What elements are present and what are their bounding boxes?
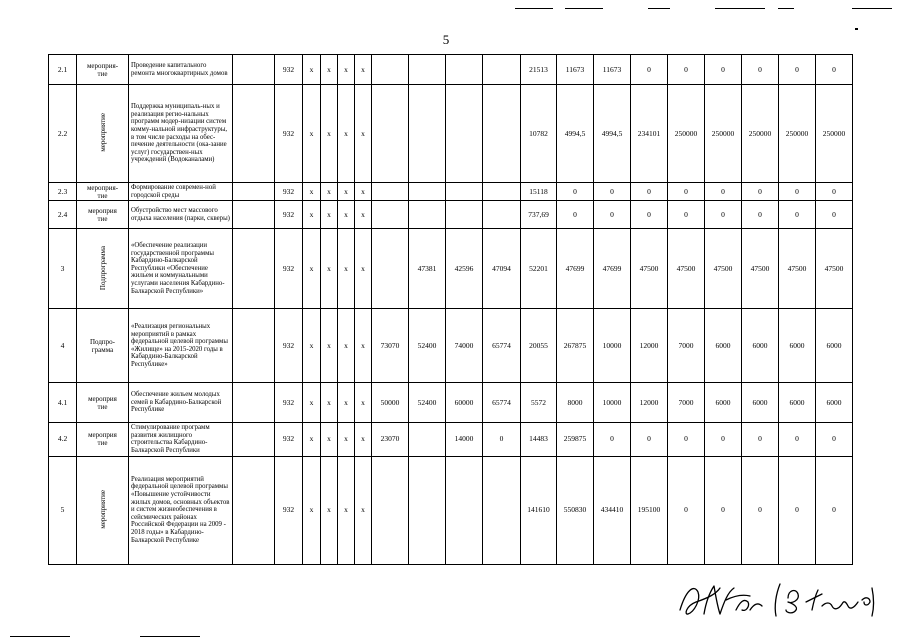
row-value xyxy=(446,85,483,183)
row-value: 12000 xyxy=(631,309,668,383)
table-row xyxy=(49,309,853,383)
row-type: мероприя тие xyxy=(77,383,129,423)
row-value xyxy=(483,55,521,85)
row-value: 0 xyxy=(631,201,668,229)
row-type: мероприя- тие xyxy=(77,183,129,201)
row-x-mark: х xyxy=(303,309,321,383)
row-x-mark: х xyxy=(355,85,372,183)
row-x-mark: х xyxy=(355,183,372,201)
row-x-mark: х xyxy=(321,55,338,85)
row-type-vertical-label: Подпрограмма xyxy=(98,245,107,290)
row-type: мероприя тие xyxy=(77,201,129,229)
row-description: Поддержка муниципаль-ных и реализация регио-нальных программ модер-низации систем комму-нальной инфраструктуры, в том числе расходы на обес-печение деятельности (ока-зание услуг) государствен-ных учреждений (Водоканалами) xyxy=(129,85,233,183)
row-value: 15118 xyxy=(521,183,557,201)
row-value: 0 xyxy=(742,183,779,201)
table-row xyxy=(49,183,853,201)
row-description: Проведение капитального ремонта многоквартирных домов xyxy=(129,55,233,85)
row-code: 932 xyxy=(275,229,303,309)
row-value: 0 xyxy=(779,456,816,564)
row-value: 10000 xyxy=(594,309,631,383)
row-code: 932 xyxy=(275,309,303,383)
table-row xyxy=(49,383,853,423)
row-value: 550830 xyxy=(557,456,594,564)
row-value: 47500 xyxy=(742,229,779,309)
row-type: мероприя- тие xyxy=(77,55,129,85)
row-value: 0 xyxy=(631,423,668,456)
row-value: 6000 xyxy=(779,309,816,383)
row-x-mark: х xyxy=(355,309,372,383)
row-value: 0 xyxy=(594,183,631,201)
row-value: 0 xyxy=(779,55,816,85)
row-value: 0 xyxy=(779,423,816,456)
row-x-mark: х xyxy=(303,55,321,85)
row-x-mark: х xyxy=(303,183,321,201)
row-x-mark: х xyxy=(338,85,355,183)
row-type: мероприя тие xyxy=(77,423,129,456)
scan-artifact-top-5 xyxy=(778,8,794,9)
row-value xyxy=(483,456,521,564)
row-value: 0 xyxy=(816,201,853,229)
row-value: 250000 xyxy=(705,85,742,183)
row-value xyxy=(409,85,446,183)
row-number: 4.1 xyxy=(49,383,77,423)
row-value xyxy=(483,183,521,201)
row-x-mark: х xyxy=(338,201,355,229)
scan-artifact-top-6 xyxy=(852,8,892,9)
row-value: 12000 xyxy=(631,383,668,423)
row-blank xyxy=(233,201,275,229)
row-value: 50000 xyxy=(372,383,409,423)
row-value: 0 xyxy=(742,423,779,456)
row-value: 0 xyxy=(705,201,742,229)
row-description: «Обеспечение реализации государственной программы Кабардино-Балкарской Республики «Обеспечение жильем и коммунальными услугами населения Кабардино-Балкарской Республики» xyxy=(129,229,233,309)
row-value: 8000 xyxy=(557,383,594,423)
row-x-mark: х xyxy=(355,55,372,85)
row-value: 4994,5 xyxy=(594,85,631,183)
row-number: 4.2 xyxy=(49,423,77,456)
row-x-mark: х xyxy=(355,229,372,309)
row-value xyxy=(446,55,483,85)
table-row xyxy=(49,456,853,564)
row-value: 52400 xyxy=(409,383,446,423)
scan-artifact-top-2 xyxy=(565,8,603,9)
row-value: 0 xyxy=(816,423,853,456)
row-value: 195100 xyxy=(631,456,668,564)
row-value: 6000 xyxy=(816,383,853,423)
row-value: 0 xyxy=(668,201,705,229)
row-x-mark: х xyxy=(303,201,321,229)
row-description: «Реализация региональных мероприятий в рамках федеральной целевой программы «Жилище» на 2015-2020 годы в Кабардино-Балкарской Республике» xyxy=(129,309,233,383)
row-blank xyxy=(233,229,275,309)
row-number: 2.3 xyxy=(49,183,77,201)
row-x-mark: х xyxy=(355,383,372,423)
row-value xyxy=(372,55,409,85)
row-value xyxy=(409,423,446,456)
row-value: 47500 xyxy=(705,229,742,309)
row-x-mark: х xyxy=(355,456,372,564)
row-value: 0 xyxy=(668,423,705,456)
scan-artifact-dot xyxy=(855,28,858,30)
row-x-mark: х xyxy=(355,201,372,229)
row-blank xyxy=(233,423,275,456)
row-number: 4 xyxy=(49,309,77,383)
row-description: Реализация мероприятий федеральной целевой программы «Повышение устойчивости жилых домов, основных объектов и систем жизнеобеспечения в сейсмических районах Российской Федерации на 2009 - 2018 годы» в Кабардино-Балкарской Республике xyxy=(129,456,233,564)
row-value xyxy=(483,85,521,183)
row-x-mark: х xyxy=(321,85,338,183)
row-value: 7000 xyxy=(668,309,705,383)
row-value: 47094 xyxy=(483,229,521,309)
row-value: 47500 xyxy=(631,229,668,309)
row-value: 52400 xyxy=(409,309,446,383)
row-x-mark: х xyxy=(338,456,355,564)
row-value: 250000 xyxy=(816,85,853,183)
row-code: 932 xyxy=(275,423,303,456)
row-x-mark: х xyxy=(338,229,355,309)
row-value: 0 xyxy=(816,55,853,85)
row-type: Подпро- грамма xyxy=(77,309,129,383)
handwritten-signature xyxy=(676,580,886,620)
row-x-mark: х xyxy=(321,201,338,229)
row-value: 0 xyxy=(668,183,705,201)
row-value: 47699 xyxy=(594,229,631,309)
row-blank xyxy=(233,456,275,564)
row-value: 47500 xyxy=(779,229,816,309)
row-value xyxy=(372,183,409,201)
row-value xyxy=(372,456,409,564)
row-value xyxy=(409,55,446,85)
row-blank xyxy=(233,183,275,201)
row-value: 0 xyxy=(631,183,668,201)
row-x-mark: х xyxy=(321,229,338,309)
row-value xyxy=(409,456,446,564)
row-x-mark: х xyxy=(338,423,355,456)
row-value xyxy=(483,201,521,229)
row-value: 11673 xyxy=(594,55,631,85)
row-value xyxy=(446,456,483,564)
row-value: 234101 xyxy=(631,85,668,183)
row-x-mark: х xyxy=(321,309,338,383)
scan-artifact-bottom-2 xyxy=(140,636,200,637)
row-value: 0 xyxy=(631,55,668,85)
row-x-mark: х xyxy=(321,456,338,564)
row-value xyxy=(409,201,446,229)
row-value: 434410 xyxy=(594,456,631,564)
row-value: 0 xyxy=(557,183,594,201)
row-value xyxy=(372,229,409,309)
row-blank xyxy=(233,55,275,85)
row-value: 0 xyxy=(816,456,853,564)
row-code: 932 xyxy=(275,183,303,201)
row-value: 6000 xyxy=(705,309,742,383)
row-value: 0 xyxy=(816,183,853,201)
page-number: 5 xyxy=(442,32,450,47)
table-row xyxy=(49,423,853,456)
row-x-mark: х xyxy=(303,383,321,423)
row-value xyxy=(372,201,409,229)
row-code: 932 xyxy=(275,85,303,183)
row-x-mark: х xyxy=(338,309,355,383)
row-code: 932 xyxy=(275,201,303,229)
row-value: 7000 xyxy=(668,383,705,423)
row-number: 3 xyxy=(49,229,77,309)
row-value: 250000 xyxy=(668,85,705,183)
table-row xyxy=(49,55,853,85)
scan-artifact-top-4 xyxy=(715,8,765,9)
row-value: 10782 xyxy=(521,85,557,183)
row-value: 6000 xyxy=(705,383,742,423)
row-value xyxy=(372,85,409,183)
row-value: 23070 xyxy=(372,423,409,456)
row-type xyxy=(77,456,129,564)
row-value: 0 xyxy=(705,423,742,456)
row-value: 0 xyxy=(705,183,742,201)
row-value: 0 xyxy=(594,201,631,229)
row-blank xyxy=(233,309,275,383)
row-value: 47699 xyxy=(557,229,594,309)
row-value: 0 xyxy=(594,423,631,456)
row-value xyxy=(446,201,483,229)
row-value: 11673 xyxy=(557,55,594,85)
row-x-mark: х xyxy=(321,423,338,456)
row-value: 0 xyxy=(705,456,742,564)
row-value: 65774 xyxy=(483,383,521,423)
row-x-mark: х xyxy=(338,183,355,201)
row-value: 0 xyxy=(557,201,594,229)
row-value: 52201 xyxy=(521,229,557,309)
row-value: 141610 xyxy=(521,456,557,564)
row-description: Формирование современ-ной городской среды xyxy=(129,183,233,201)
row-number: 2.2 xyxy=(49,85,77,183)
row-x-mark: х xyxy=(321,383,338,423)
row-type-vertical-label: мероприятие xyxy=(98,113,107,152)
row-type-vertical-label: мероприятие xyxy=(98,489,107,529)
row-value: 14483 xyxy=(521,423,557,456)
table-row xyxy=(49,201,853,229)
row-value: 60000 xyxy=(446,383,483,423)
row-value: 0 xyxy=(742,201,779,229)
table-row xyxy=(49,229,853,309)
row-value: 74000 xyxy=(446,309,483,383)
row-value: 0 xyxy=(668,456,705,564)
row-x-mark: х xyxy=(321,183,338,201)
row-x-mark: х xyxy=(355,423,372,456)
row-value: 0 xyxy=(705,55,742,85)
row-number: 5 xyxy=(49,456,77,564)
row-value: 20055 xyxy=(521,309,557,383)
row-value: 5572 xyxy=(521,383,557,423)
row-value: 0 xyxy=(779,183,816,201)
row-value: 14000 xyxy=(446,423,483,456)
scan-artifact-top-1 xyxy=(515,8,553,9)
row-value: 47500 xyxy=(816,229,853,309)
row-value: 250000 xyxy=(779,85,816,183)
row-value: 73070 xyxy=(372,309,409,383)
row-value: 0 xyxy=(742,55,779,85)
row-x-mark: х xyxy=(303,85,321,183)
row-value: 21513 xyxy=(521,55,557,85)
scan-artifact-top-3 xyxy=(648,8,670,9)
row-value: 0 xyxy=(668,55,705,85)
row-value xyxy=(446,183,483,201)
row-value: 6000 xyxy=(779,383,816,423)
row-value: 6000 xyxy=(742,309,779,383)
row-x-mark: х xyxy=(338,55,355,85)
row-value: 65774 xyxy=(483,309,521,383)
row-value: 0 xyxy=(779,201,816,229)
row-description: Обеспечение жильем молодых семей в Кабардино-Балкарской Республике xyxy=(129,383,233,423)
row-type xyxy=(77,85,129,183)
row-value: 267875 xyxy=(557,309,594,383)
row-x-mark: х xyxy=(303,456,321,564)
row-value: 47500 xyxy=(668,229,705,309)
row-value: 0 xyxy=(483,423,521,456)
row-code: 932 xyxy=(275,456,303,564)
scan-artifact-bottom-1 xyxy=(10,636,70,637)
row-value: 0 xyxy=(742,456,779,564)
row-x-mark: х xyxy=(303,423,321,456)
row-type xyxy=(77,229,129,309)
row-value: 10000 xyxy=(594,383,631,423)
row-value xyxy=(409,183,446,201)
row-value: 737,69 xyxy=(521,201,557,229)
row-value: 47381 xyxy=(409,229,446,309)
table-row xyxy=(49,85,853,183)
row-blank xyxy=(233,85,275,183)
row-value: 6000 xyxy=(816,309,853,383)
row-description: Стимулирование программ развития жилищного строительства Кабардино-Балкарской Республики xyxy=(129,423,233,456)
row-value: 259875 xyxy=(557,423,594,456)
row-x-mark: х xyxy=(303,229,321,309)
row-description: Обустройство мест массового отдыха населения (парки, скверы) xyxy=(129,201,233,229)
row-value: 4994,5 xyxy=(557,85,594,183)
row-code: 932 xyxy=(275,383,303,423)
budget-table xyxy=(48,54,853,565)
row-code: 932 xyxy=(275,55,303,85)
row-value: 42596 xyxy=(446,229,483,309)
row-number: 2.1 xyxy=(49,55,77,85)
row-value: 250000 xyxy=(742,85,779,183)
row-number: 2.4 xyxy=(49,201,77,229)
row-x-mark: х xyxy=(338,383,355,423)
row-value: 6000 xyxy=(742,383,779,423)
row-blank xyxy=(233,383,275,423)
